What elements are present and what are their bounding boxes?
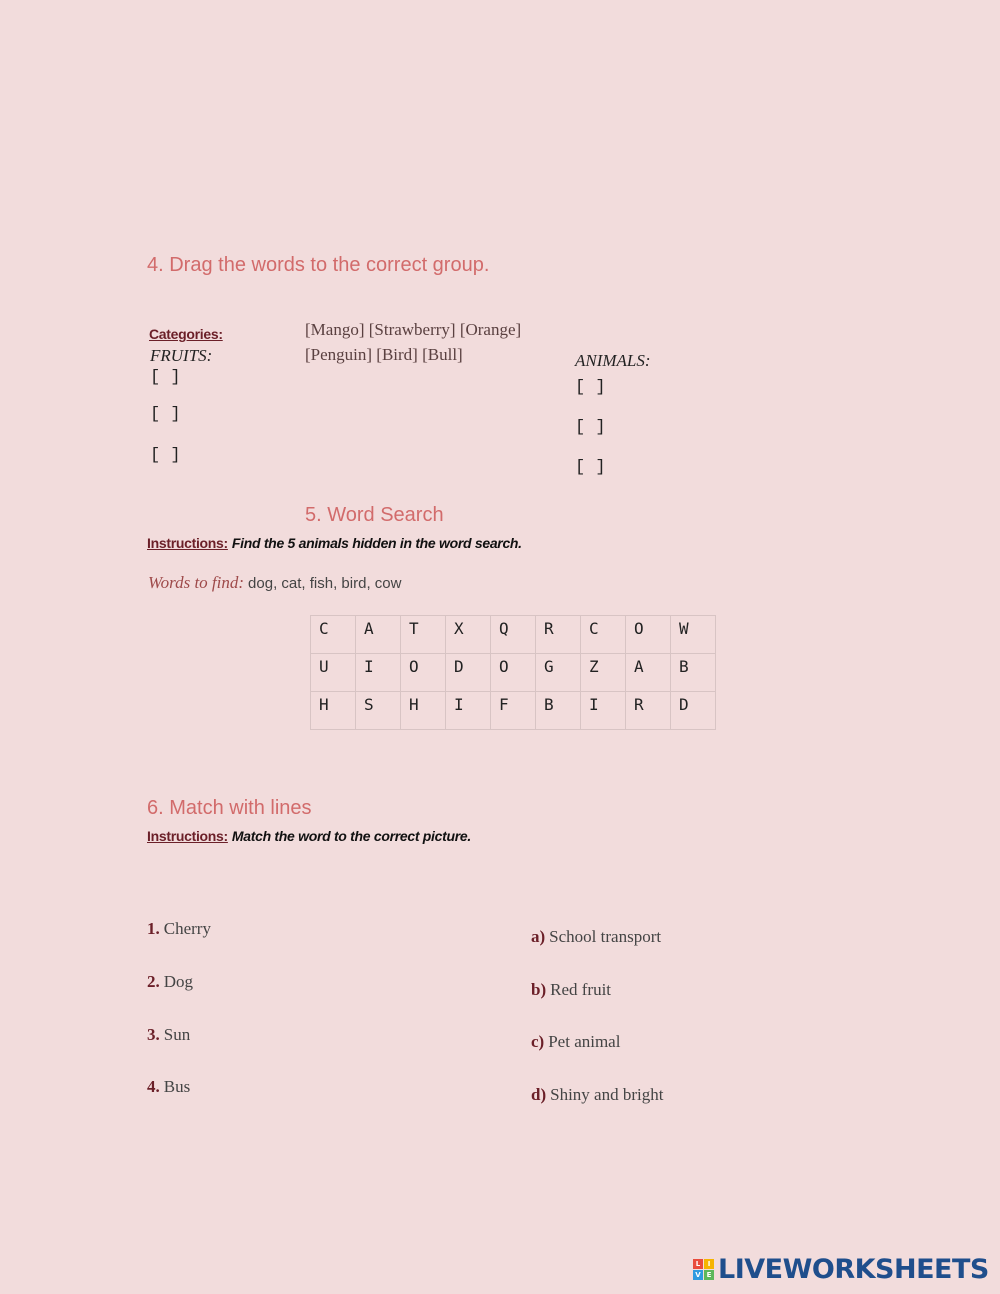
animal-drop-slot[interactable]: [ ] [575,418,606,437]
grid-cell[interactable]: A [356,616,401,654]
match-word: Sun [163,1025,191,1044]
grid-cell[interactable]: R [536,616,581,654]
instructions-label: Instructions: [147,828,228,844]
grid-cell[interactable]: I [446,692,491,730]
grid-cell[interactable]: W [671,616,716,654]
match-letter: c) [531,1032,545,1051]
match-word: Bus [163,1077,191,1096]
grid-cell[interactable]: T [401,616,446,654]
fruit-drop-slot[interactable]: [ ] [150,446,181,465]
grid-cell[interactable]: G [536,654,581,692]
logo-block: L [693,1259,703,1269]
match-description: Shiny and bright [550,1085,664,1104]
match-letter: b) [531,980,547,999]
grid-cell[interactable]: O [626,616,671,654]
match-number: 2. [147,972,160,991]
grid-cell[interactable]: O [491,654,536,692]
word-search-grid [310,615,716,730]
instructions-label: Instructions: [147,535,228,551]
match-description: School transport [549,927,662,946]
grid-cell[interactable]: C [311,616,356,654]
grid-cell[interactable]: B [536,692,581,730]
instructions-text: Match the word to the correct picture. [231,828,471,844]
grid-cell[interactable]: O [401,654,446,692]
words-to-find [148,573,401,593]
match-right-item[interactable] [531,927,661,947]
grid-cell[interactable]: R [626,692,671,730]
liveworksheets-logo [693,1254,989,1285]
section-6-heading: 6. Match with lines [147,797,312,819]
fruit-drop-slot[interactable]: [ ] [150,405,181,424]
grid-cell[interactable]: S [356,692,401,730]
animal-drop-slot[interactable]: [ ] [575,378,606,397]
match-right-item[interactable] [531,1032,620,1052]
match-number: 3. [147,1025,160,1044]
match-letter: d) [531,1085,547,1104]
match-right-item[interactable] [531,980,611,1000]
grid-cell[interactable]: I [581,692,626,730]
grid-cell[interactable]: D [446,654,491,692]
instructions-row [147,828,471,846]
match-description: Red fruit [550,980,612,999]
match-left-item[interactable] [147,972,193,992]
grid-row [311,616,716,654]
grid-cell[interactable]: Z [581,654,626,692]
grid-row [311,654,716,692]
grid-cell[interactable]: H [311,692,356,730]
match-right-item[interactable] [531,1085,663,1105]
section-5-heading: 5. Word Search [305,504,444,526]
logo-block: I [704,1259,714,1269]
animal-drop-slot[interactable]: [ ] [575,458,606,477]
match-word: Cherry [163,919,211,938]
match-description: Pet animal [548,1032,621,1051]
logo-block: E [704,1270,714,1280]
grid-cell[interactable]: B [671,654,716,692]
grid-cell[interactable]: C [581,616,626,654]
word-bank-row[interactable]: [Penguin] [Bird] [Bull] [305,345,463,364]
logo-blocks-icon [693,1259,714,1280]
word-bank-row[interactable]: [Mango] [Strawberry] [Orange] [305,320,522,339]
match-number: 4. [147,1077,160,1096]
grid-cell[interactable]: F [491,692,536,730]
fruit-drop-slot[interactable]: [ ] [150,368,181,387]
categories-label: Categories: [149,326,223,342]
grid-cell[interactable]: A [626,654,671,692]
match-left-item[interactable] [147,1077,190,1097]
grid-cell[interactable]: X [446,616,491,654]
match-word: Dog [163,972,194,991]
match-number: 1. [147,919,160,938]
words-to-find-label: Words to find: [148,573,245,592]
grid-cell[interactable]: I [356,654,401,692]
logo-text: LIVEWORKSHEETS [718,1254,989,1285]
section-4-heading: 4. Drag the words to the correct group. [147,254,490,276]
logo-block: V [693,1270,703,1280]
instructions-row [147,535,522,553]
match-letter: a) [531,927,546,946]
instructions-text: Find the 5 animals hidden in the word search. [231,535,522,551]
fruits-label: FRUITS: [150,346,213,365]
grid-cell[interactable]: D [671,692,716,730]
match-left-item[interactable] [147,1025,190,1045]
word-bank [305,317,521,367]
grid-row [311,692,716,730]
grid-cell[interactable]: U [311,654,356,692]
grid-cell[interactable]: Q [491,616,536,654]
animals-label: ANIMALS: [575,351,651,370]
grid-cell[interactable]: H [401,692,446,730]
match-left-item[interactable] [147,919,211,939]
words-to-find-list: dog, cat, fish, bird, cow [248,575,402,592]
